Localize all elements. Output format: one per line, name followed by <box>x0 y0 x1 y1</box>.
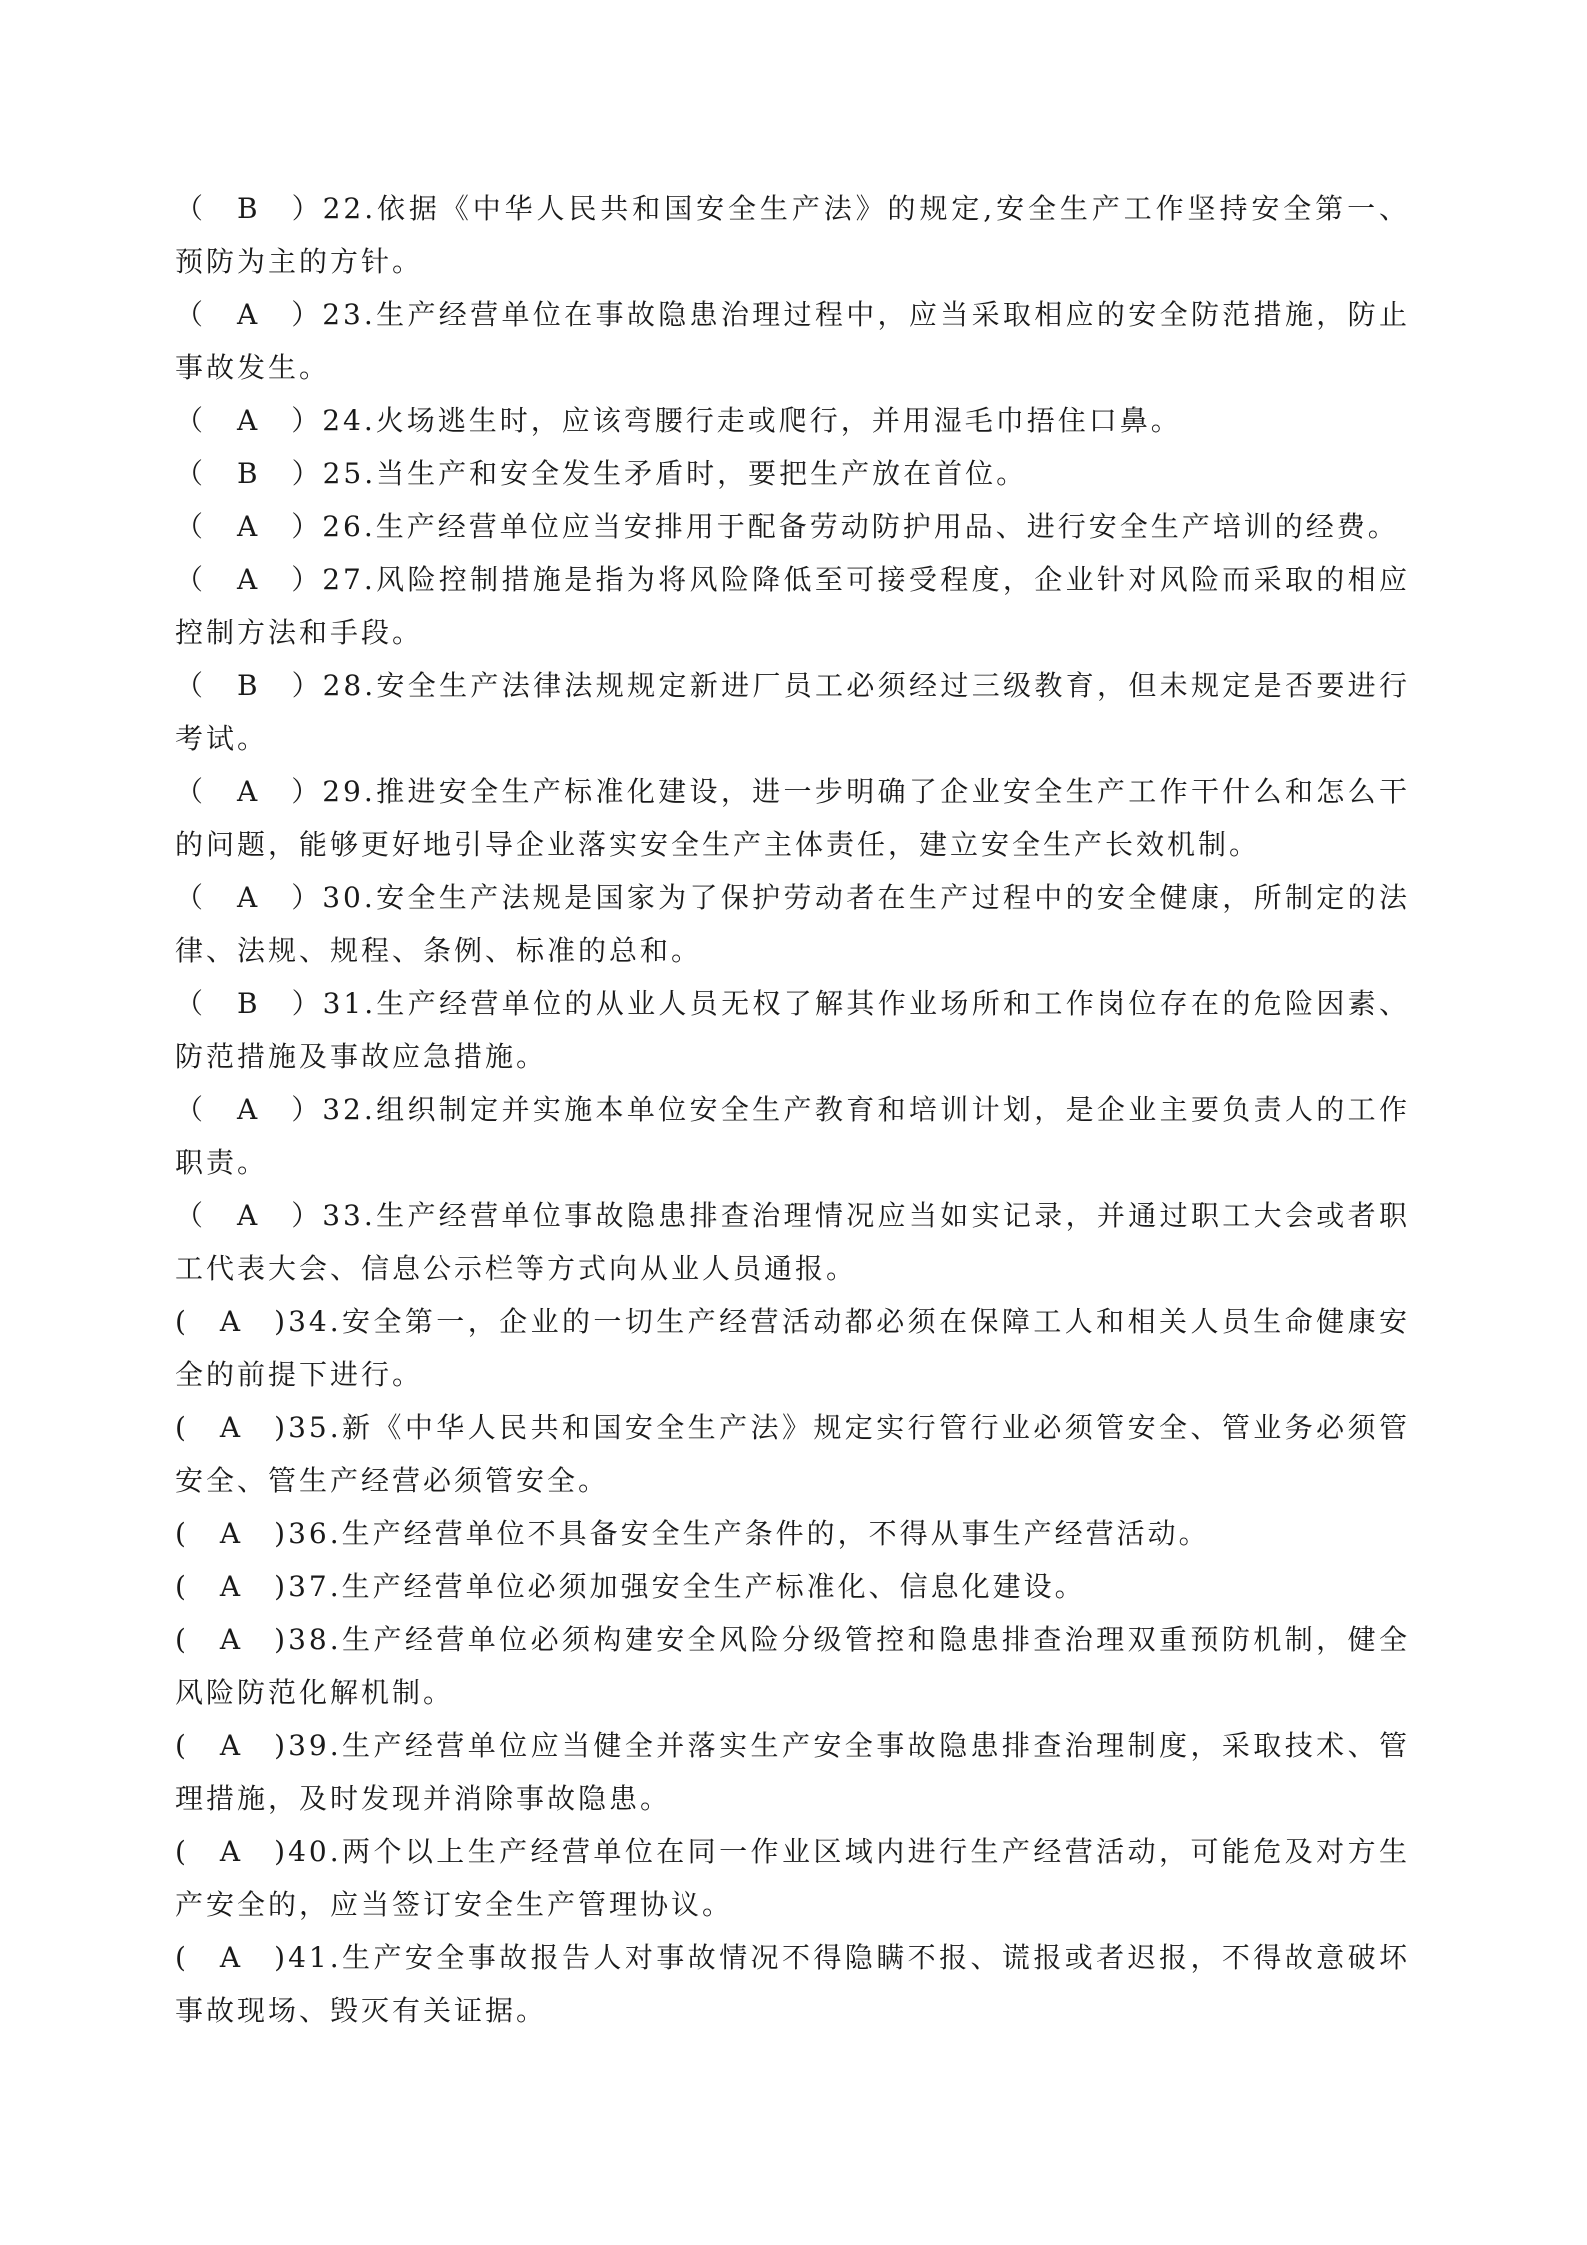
answer-marker: （ A ） <box>175 1199 323 1232</box>
question-text: 35.新《中华人民共和国安全生产法》规定实行管行业必须管安全、管业务必须管安全、管生产经营必须管安全。 <box>175 1411 1410 1497</box>
question-item <box>175 500 1410 553</box>
question-item <box>175 977 1410 1083</box>
question-text: 27.风险控制措施是指为将风险降低至可接受程度，企业针对风险而采取的相应控制方法和手段。 <box>175 563 1410 649</box>
question-text: 28.安全生产法律法规规定新进厂员工必须经过三级教育，但未规定是否要进行考试。 <box>175 669 1410 755</box>
question-item <box>175 1295 1410 1401</box>
answer-marker: ( A ) <box>175 1411 289 1444</box>
answer-marker: （ B ） <box>175 669 323 702</box>
question-item <box>175 1083 1410 1189</box>
question-text: 41.生产安全事故报告人对事故情况不得隐瞒不报、谎报或者迟报，不得故意破坏事故现场、毁灭有关证据。 <box>175 1941 1410 2027</box>
answer-marker: ( A ) <box>175 1570 289 1603</box>
question-item <box>175 1719 1410 1825</box>
question-text: 40.两个以上生产经营单位在同一作业区域内进行生产经营活动，可能危及对方生产安全的，应当签订安全生产管理协议。 <box>175 1835 1410 1921</box>
answer-marker: （ A ） <box>175 1093 323 1126</box>
answer-marker: （ B ） <box>175 192 323 225</box>
question-text: 26.生产经营单位应当安排用于配备劳动防护用品、进行安全生产培训的经费。 <box>322 510 1399 543</box>
question-text: 31.生产经营单位的从业人员无权了解其作业场所和工作岗位存在的危险因素、防范措施及事故应急措施。 <box>175 987 1410 1073</box>
question-item <box>175 182 1410 288</box>
question-item <box>175 288 1410 394</box>
answer-marker: （ A ） <box>175 404 323 437</box>
question-text: 25.当生产和安全发生矛盾时，要把生产放在首位。 <box>322 457 1028 490</box>
answer-marker: （ A ） <box>175 510 323 543</box>
question-text: 33.生产经营单位事故隐患排查治理情况应当如实记录，并通过职工大会或者职工代表大会、信息公示栏等方式向从业人员通报。 <box>175 1199 1410 1285</box>
question-text: 22.依据《中华人民共和国安全生产法》的规定,安全生产工作坚持安全第一、预防为主的方针。 <box>175 192 1410 278</box>
answer-marker: （ A ） <box>175 563 323 596</box>
question-text: 39.生产经营单位应当健全并落实生产安全事故隐患排查治理制度，采取技术、管理措施，及时发现并消除事故隐患。 <box>175 1729 1410 1815</box>
answer-marker: （ B ） <box>175 987 323 1020</box>
question-text: 36.生产经营单位不具备安全生产条件的，不得从事生产经营活动。 <box>288 1517 1210 1550</box>
answer-marker: ( A ) <box>175 1623 289 1656</box>
answer-marker: ( A ) <box>175 1305 289 1338</box>
answer-marker: （ A ） <box>175 881 323 914</box>
answer-marker: ( A ) <box>175 1835 289 1868</box>
answer-marker: （ A ） <box>175 775 323 808</box>
answer-marker: （ B ） <box>175 457 323 490</box>
question-list <box>175 182 1410 2037</box>
question-text: 23.生产经营单位在事故隐患治理过程中，应当采取相应的安全防范措施，防止事故发生。 <box>175 298 1410 384</box>
answer-marker: ( A ) <box>175 1517 289 1550</box>
question-item <box>175 1613 1410 1719</box>
question-item <box>175 1189 1410 1295</box>
question-item <box>175 765 1410 871</box>
question-text: 30.安全生产法规是国家为了保护劳动者在生产过程中的安全健康，所制定的法律、法规、规程、条例、标准的总和。 <box>175 881 1410 967</box>
question-text: 29.推进安全生产标准化建设，进一步明确了企业安全生产工作干什么和怎么干的问题，能够更好地引导企业落实安全生产主体责任，建立安全生产长效机制。 <box>175 775 1410 861</box>
question-text: 32.组织制定并实施本单位安全生产教育和培训计划，是企业主要负责人的工作职责。 <box>175 1093 1410 1179</box>
question-item <box>175 1931 1410 2037</box>
question-text: 37.生产经营单位必须加强安全生产标准化、信息化建设。 <box>288 1570 1086 1603</box>
question-item <box>175 871 1410 977</box>
question-item <box>175 1825 1410 1931</box>
question-item <box>175 659 1410 765</box>
question-text: 38.生产经营单位必须构建安全风险分级管控和隐患排查治理双重预防机制，健全风险防范化解机制。 <box>175 1623 1410 1709</box>
answer-marker: （ A ） <box>175 298 323 331</box>
question-text: 34.安全第一，企业的一切生产经营活动都必须在保障工人和相关人员生命健康安全的前提下进行。 <box>175 1305 1410 1391</box>
question-item <box>175 1401 1410 1507</box>
question-text: 24.火场逃生时，应该弯腰行走或爬行，并用湿毛巾捂住口鼻。 <box>322 404 1182 437</box>
question-item <box>175 553 1410 659</box>
answer-marker: ( A ) <box>175 1941 289 1974</box>
answer-marker: ( A ) <box>175 1729 289 1762</box>
question-item <box>175 1507 1410 1560</box>
question-item <box>175 394 1410 447</box>
question-item <box>175 1560 1410 1613</box>
question-item <box>175 447 1410 500</box>
